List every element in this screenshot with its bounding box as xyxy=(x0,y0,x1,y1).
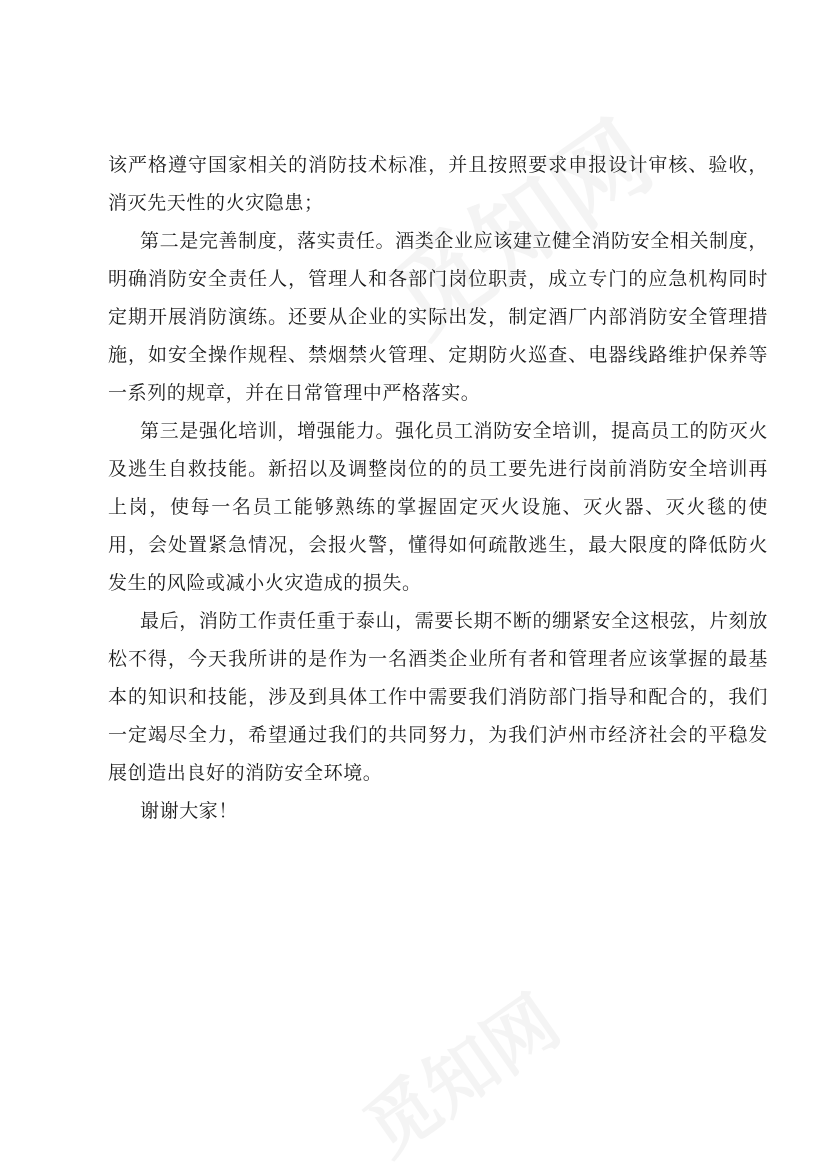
paragraph-3: 第三是强化培训，增强能力。强化员工消防安全培训，提高员工的防灭火及逃生自救技能。新招以及调整岗位的的员工要先进行岗前消防安全培训再上岗，使每一名员工能够熟练的掌握固定灭火设施、灭火器、灭火毯的使用，会处置紧急情况，会报火警，懂得如何疏散逃生，最大限度的降低防火发生的风险或减小火灾造成的损失。 xyxy=(108,420,768,594)
watermark-bottom xyxy=(340,966,577,1175)
paragraph-1: 该严格遵守国家相关的消防技术标准，并且按照要求申报设计审核、验收，消灭先天性的火灾隐患； xyxy=(108,154,768,214)
closing-line: 谢谢大家！ xyxy=(140,800,239,822)
document-body xyxy=(108,146,768,830)
paragraph-4: 最后，消防工作责任重于泰山，需要长期不断的绷紧安全这根弦，片刻放松不得，今天我所讲的是作为一名酒类企业所有者和管理者应该掌握的最基本的知识和技能，涉及到具体工作中需要我们消防部门指导和配合的，我们一定竭尽全力，希望通过我们的共同努力，为我们泸州市经济社会的平稳发展创造出良好的消防安全环境。 xyxy=(108,610,768,784)
paragraph-2: 第二是完善制度，落实责任。酒类企业应该建立健全消防安全相关制度，明确消防安全责任人，管理人和各部门岗位职责，成立专门的应急机构同时定期开展消防演练。还要从企业的实际出发，制定酒厂内部消防安全管理措施，如安全操作规程、禁烟禁火管理、定期防火巡查、电器线路维护保养等一系列的规章，并在日常管理中严格落实。 xyxy=(108,230,768,404)
